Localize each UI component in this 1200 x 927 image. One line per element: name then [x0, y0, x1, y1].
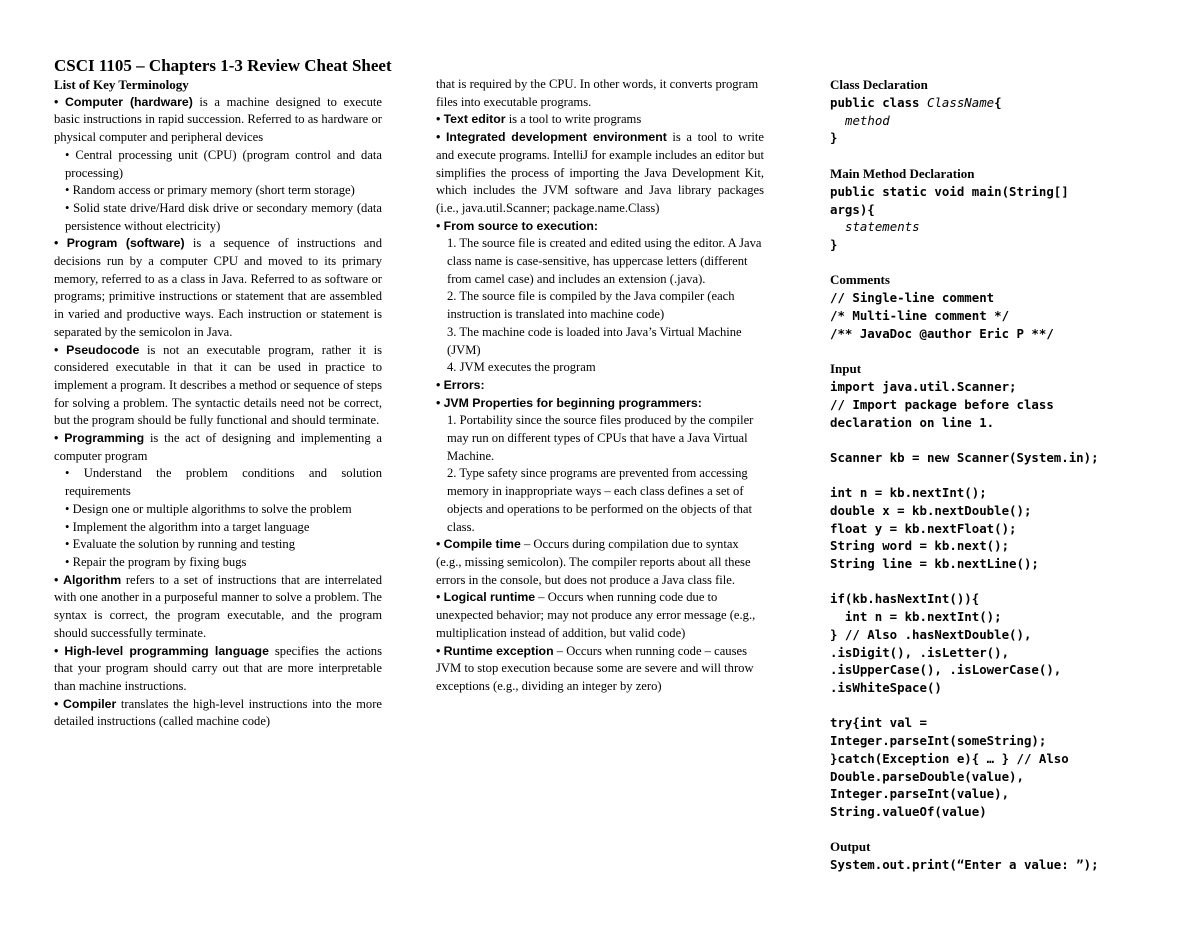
numbered-step: 2. Type safety since programs are prevented from accessing memory in inappropriate ways – each class defines a set of objects and operations to be performed on the objects of that class.: [447, 466, 752, 534]
column-code-reference: [830, 76, 1170, 874]
term-errors: • Errors:: [436, 377, 485, 392]
code-line: String word = kb.next();: [830, 538, 1010, 554]
sub-item: • Evaluate the solution by running and testing: [65, 537, 296, 552]
term-computer: • Computer (hardware) is a machine designed to execute basic instructions in rapid succession. Referred to as hardware or physical computer and peripheral devices: [54, 94, 382, 145]
code-line: import java.util.Scanner;: [830, 379, 1017, 395]
sub-item: • Implement the algorithm into a target language: [65, 519, 310, 534]
term-ide: • Integrated development environment is a tool to write and execute programs. IntelliJ for example includes an editor but simplifies the process of importing the Java Development Kit, which includes the JVM software and Java library packages (i.e., java.util.Scanner; package.name.Class): [436, 130, 764, 215]
term-text-editor: • Text editor is a tool to write programs: [436, 112, 642, 127]
code-line: /** JavaDoc @author Eric P **/: [830, 325, 1054, 341]
code-line: Integer.parseInt(value),: [830, 786, 1010, 802]
code-line: public class ClassName{: [830, 95, 1002, 110]
code-line: Scanner kb = new Scanner(System.in);: [830, 449, 1099, 465]
code-line: public static void main(String[]: [830, 183, 1069, 199]
sub-item: • Design one or multiple algorithms to solve the problem: [65, 501, 352, 516]
code-line: float y = kb.nextFloat();: [830, 520, 1017, 536]
code-line: Double.parseDouble(value),: [830, 768, 1024, 784]
compiler-continued: that is required by the CPU. In other words, it converts program files into executable programs.: [436, 77, 759, 109]
code-line: try{int val =: [830, 715, 927, 731]
numbered-step: 1. Portability since the source files produced by the compiler may run on different types of CPUs that have a Java Virtual Machine.: [447, 413, 754, 463]
code-line: args){: [830, 201, 875, 217]
sub-item: • Understand the problem conditions and solution requirements: [65, 466, 382, 499]
input-heading: Input: [830, 361, 862, 377]
sub-item: • Random access or primary memory (short term storage): [65, 183, 355, 198]
term-logical-runtime: • Logical runtime – Occurs when running code due to unexpected behavior; may not produce any error message (e.g., multiplication instead of addition, but valid code): [436, 590, 756, 640]
sub-item: • Solid state drive/Hard disk drive or secondary memory (data persistence without electricity): [65, 200, 382, 233]
term-programming: • Programming is the act of designing and implementing a computer program: [54, 431, 382, 463]
term-compiler: • Compiler translates the high-level instructions into the more detailed instructions (called machine code): [54, 696, 383, 729]
term-jvm-properties: • JVM Properties for beginning programmers:: [436, 395, 702, 410]
code-line: .isDigit(), .isLetter(),: [830, 644, 1010, 660]
term-compile-time: • Compile time – Occurs during compilation due to syntax (e.g., missing semicolon). The compiler reports about all these errors in the console, but does not produce a Java class file.: [436, 537, 751, 587]
code-line: int n = kb.nextInt();: [830, 485, 987, 501]
page-title: CSCI 1105 – Chapters 1-3 Review Cheat Sheet: [54, 56, 392, 75]
term-source-to-execution: • From source to execution:: [436, 218, 598, 233]
numbered-step: 2. The source file is compiled by the Java compiler (each instruction is translated into machine code): [447, 289, 735, 322]
comments-heading: Comments: [830, 272, 890, 288]
column-development: [436, 76, 764, 696]
output-heading: Output: [830, 839, 871, 855]
numbered-step: 4. JVM executes the program: [447, 360, 596, 375]
sub-item: • Repair the program by fixing bugs: [65, 554, 247, 569]
code-line: /* Multi-line comment */: [830, 308, 1010, 323]
term-high-level-language: • High-level programming language specifies the actions that your program should carry out that are more interpretable than machine instructions.: [54, 643, 382, 693]
code-line: if(kb.hasNextInt()){: [830, 591, 980, 607]
sub-item: • Central processing unit (CPU) (program control and data processing): [65, 147, 383, 180]
code-line: int n = kb.nextInt();: [830, 609, 1002, 625]
term-algorithm: • Algorithm refers to a set of instructions that are interrelated with one another in a purposeful manner to solve a problem. The syntax is correct, the program executable, and the program should successfully terminate.: [54, 572, 383, 640]
code-line: // Import package before class: [830, 396, 1054, 412]
section-heading: List of Key Terminology: [54, 77, 189, 92]
code-line: String.valueOf(value): [830, 803, 987, 819]
main-method-heading: Main Method Declaration: [830, 165, 975, 181]
code-line: } // Also .hasNextDouble(),: [830, 626, 1032, 642]
code-line: statements: [845, 219, 920, 235]
term-runtime-exception: • Runtime exception – Occurs when running code – causes JVM to stop execution because some are severe and will throw exceptions (e.g., dividing an integer by zero): [436, 643, 754, 693]
term-program: • Program (software) is a sequence of instructions and decisions run by a computer CPU and moved to its primary memory, referred to as a class in Java. Referred to as software or programs; primitive instructions or statement that are assembled in varied and productive ways. Each instruction or statement is separated by the semicolon in Java.: [54, 236, 382, 339]
column-key-terminology: [54, 76, 382, 731]
code-line: method: [845, 112, 890, 128]
numbered-step: 1. The source file is created and edited using the editor. A Java class name is case-sensitive, has uppercase letters (different from camel case) and includes an extension (.java).: [447, 236, 762, 286]
numbered-step: 3. The machine code is loaded into Java’s Virtual Machine (JVM): [447, 324, 742, 357]
code-line: String line = kb.nextLine();: [830, 556, 1039, 572]
code-line: .isUpperCase(), .isLowerCase(),: [830, 662, 1062, 678]
code-line: declaration on line 1.: [830, 414, 995, 430]
code-line: }: [830, 236, 838, 252]
code-line: double x = kb.nextDouble();: [830, 502, 1032, 518]
code-line: .isWhiteSpace(): [830, 680, 942, 695]
code-line: }catch(Exception e){ … } // Also: [830, 750, 1069, 766]
code-line: System.out.print(“Enter a value: ”);: [830, 857, 1099, 873]
code-line: // Single-line comment: [830, 290, 995, 306]
term-pseudocode: • Pseudocode is not an executable program, rather it is considered executable in that it can be used in practice to implement a program. It describes a method or sequence of steps for solving a problem. The syntactic details need not be correct, but the program should be fully functional and should terminate.: [54, 342, 382, 428]
class-declaration-heading: Class Declaration: [830, 77, 928, 92]
code-line: Integer.parseInt(someString);: [830, 733, 1047, 749]
code-line: }: [830, 130, 838, 146]
